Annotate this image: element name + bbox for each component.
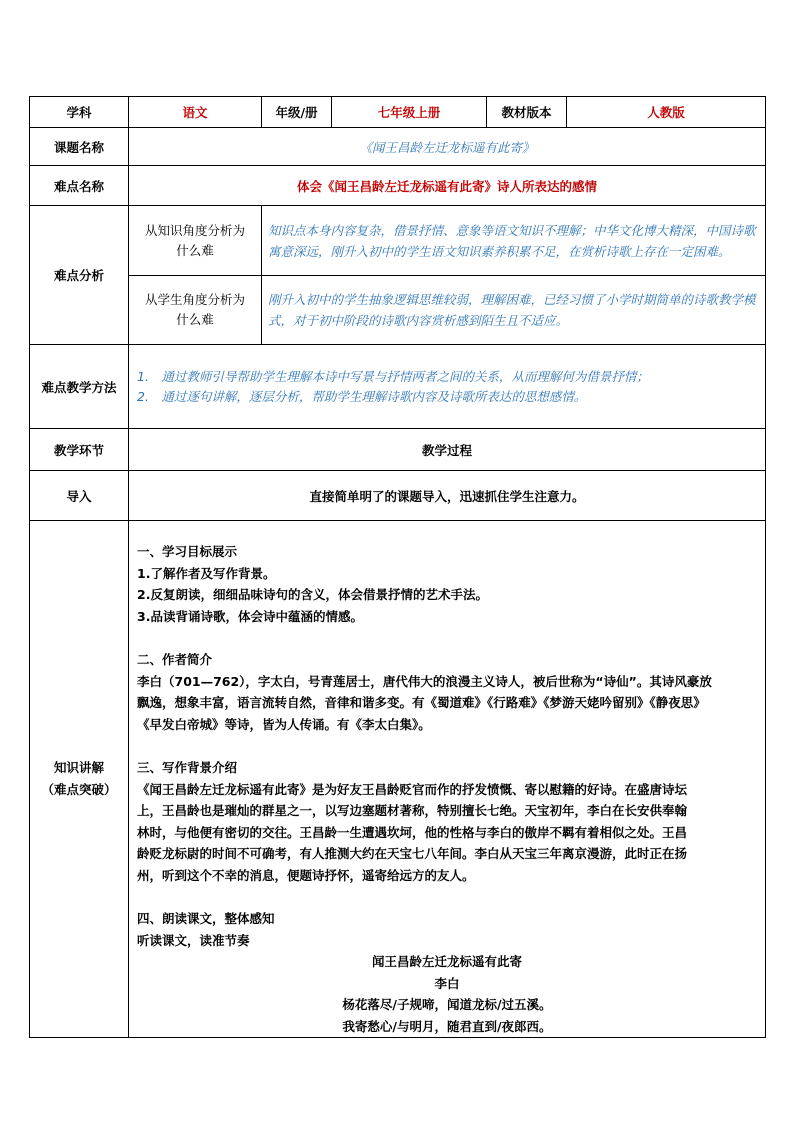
intro-text: 直接简单明了的课题导入，迅速抓住学生注意力。 bbox=[129, 471, 766, 521]
knowledge-angle-text: 知识点本身内容复杂，借景抒情、意象等语文知识不理解；中华文化博大精深，中国诗歌寓意深远，刚升入初中的学生语文知识素养积累不足，在赏析诗歌上存在一定困难。 bbox=[262, 206, 766, 276]
grade-value: 七年级上册 bbox=[332, 97, 487, 128]
author-line: 李白（701—762），字太白，号青莲居士，唐代伟大的浪漫主义诗人，被后世称为“诗仙”。其诗风豪放 bbox=[137, 673, 712, 689]
background-line: 《闻王昌龄左迁龙标遥有此寄》是为好友王昌龄贬官而作的抒发愤慨、寄以慰籍的好诗。在盛唐诗坛 bbox=[137, 781, 688, 797]
analysis-knowledge-row bbox=[30, 206, 766, 276]
topic-label: 课题名称 bbox=[30, 128, 129, 166]
author-line: 《早发白帝城》等诗，皆为人传诵。有《李太白集》。 bbox=[137, 716, 431, 732]
intro-row bbox=[30, 471, 766, 521]
objective-item: 2.反复朗读，细细品味诗句的含义，体会借景抒情的艺术手法。 bbox=[137, 587, 488, 602]
method-item: 2. 通过逐句讲解，逐层分析，帮助学生理解诗歌内容及诗歌所表达的思想感情。 bbox=[137, 388, 587, 404]
stage-label: 教学环节 bbox=[30, 429, 129, 471]
lecture-row bbox=[30, 521, 766, 1038]
section-title: 一、学习目标展示 bbox=[137, 544, 238, 559]
stage-header-row bbox=[30, 429, 766, 471]
method-label: 难点教学方法 bbox=[30, 345, 129, 429]
lesson-plan-table bbox=[29, 96, 766, 1038]
section-title: 三、写作背景介绍 bbox=[137, 760, 238, 775]
poem-title: 闻王昌龄左迁龙标遥有此寄 bbox=[371, 954, 522, 969]
subject-value: 语文 bbox=[129, 97, 262, 128]
background-line: 林时，与他便有密切的交往。王昌龄一生遭遇坎坷，他的性格与李白的傲岸不羁有着相似之处。王昌 bbox=[137, 824, 688, 840]
analysis-student-row bbox=[30, 276, 766, 345]
poem-line: 我寄愁心/与明月，随君直到/夜郎西。 bbox=[342, 1018, 552, 1034]
background-line: 龄贬龙标尉的时间不可确考，有人推测大约在天宝七八年间。李白从天宝三年离京漫游，此时正在扬 bbox=[137, 846, 688, 861]
section-title: 二、作者简介 bbox=[137, 652, 213, 667]
background-line: 上，王昌龄也是璀灿的群星之一，以写边塞题材著称，特别擅长七绝。天宝初年，李白在长安供奉翰 bbox=[137, 803, 688, 818]
method-list bbox=[129, 345, 766, 429]
difficulty-label: 难点名称 bbox=[30, 166, 129, 206]
difficulty-value: 体会《闻王昌龄左迁龙标遥有此寄》诗人所表达的感情 bbox=[129, 166, 766, 206]
poem-line: 杨花落尽/子规啼，闻道龙标/过五溪。 bbox=[342, 997, 552, 1012]
background-line: 州，听到这个不幸的消息，便题诗抒怀，遥寄给远方的友人。 bbox=[137, 867, 475, 883]
difficulty-row bbox=[30, 166, 766, 206]
edition-value: 人教版 bbox=[567, 97, 766, 128]
topic-value: 《闻王昌龄左迁龙标遥有此寄》 bbox=[129, 128, 766, 166]
knowledge-angle-label: 从知识角度分析为什么难 bbox=[129, 206, 262, 276]
lecture-label-sub: （难点突破） bbox=[41, 782, 117, 797]
intro-label: 导入 bbox=[30, 471, 129, 521]
student-angle-text: 刚升入初中的学生抽象逻辑思维较弱，理解困难，已经习惯了小学时期简单的诗歌教学模式，对于初中阶段的诗歌内容赏析感到陌生且不适应。 bbox=[262, 276, 766, 345]
analysis-label: 难点分析 bbox=[30, 206, 129, 345]
topic-row bbox=[30, 128, 766, 166]
objective-item: 1.了解作者及写作背景。 bbox=[137, 565, 276, 581]
author-line: 飘逸，想象丰富，语言流转自然，音律和谐多变。有《蜀道难》《行路难》《梦游天姥吟留别》《静夜思》 bbox=[137, 695, 706, 710]
header-row bbox=[30, 97, 766, 128]
lecture-content bbox=[129, 521, 766, 1038]
section-title: 四、朗读课文，整体感知 bbox=[137, 911, 275, 926]
student-angle-label: 从学生角度分析为什么难 bbox=[129, 276, 262, 345]
lecture-label-main: 知识讲解 bbox=[53, 760, 104, 775]
method-item: 1. 通过教师引导帮助学生理解本诗中写景与抒情两者之间的关系，从而理解何为借景抒情； bbox=[137, 368, 649, 384]
process-label: 教学过程 bbox=[129, 429, 766, 471]
reading-instruction: 听读课文，读准节奏 bbox=[137, 932, 250, 948]
edition-label: 教材版本 bbox=[487, 97, 567, 128]
grade-label: 年级/册 bbox=[262, 97, 332, 128]
subject-label: 学科 bbox=[30, 97, 129, 128]
poem-author: 李白 bbox=[434, 975, 460, 991]
lecture-label bbox=[30, 521, 129, 1038]
objective-item: 3.品读背诵诗歌，体会诗中蕴涵的情感。 bbox=[137, 608, 363, 624]
method-row bbox=[30, 345, 766, 429]
